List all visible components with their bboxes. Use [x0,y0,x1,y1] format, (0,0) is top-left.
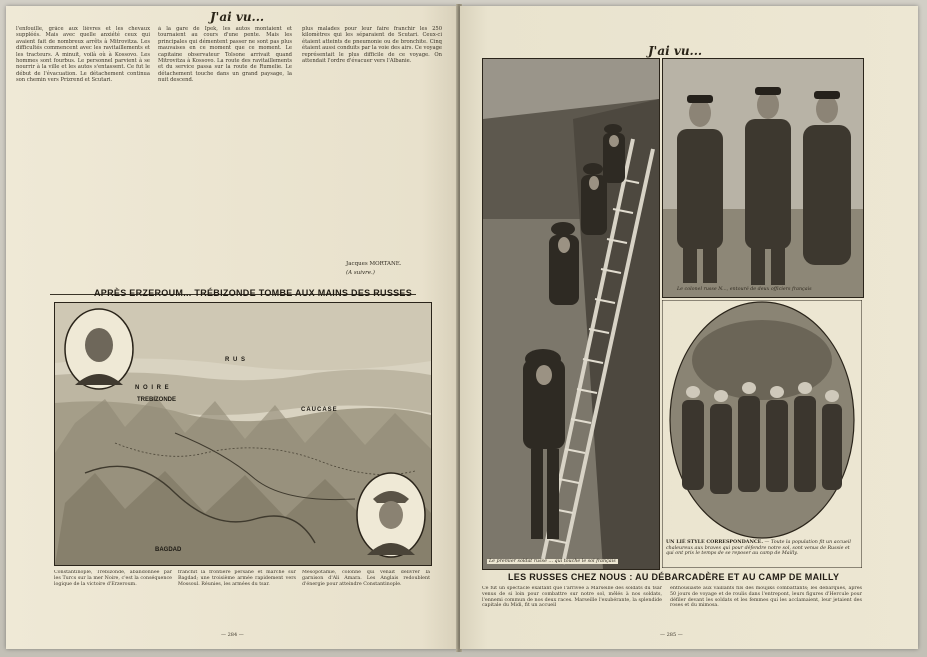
caption-camp-title: UN LIÉ STYLE CORRESPONDANCE. [666,539,764,545]
section-title: LES RUSSES CHEZ NOUS : AU DÉBARCADÈRE ET AU CAMP DE MAILLY [508,572,840,582]
map-illustration [54,302,432,566]
author-signature: Jacques MORTANE. [346,261,402,267]
caption-camp [666,540,858,557]
caption-camp-body: — Toute la population fit un accueil chaleureux aux braves qui pour défendre notre sol, sont venus de Russie et qui ont pris le temps de se reposer au camp de Mailly. [666,540,851,557]
photo-camp-image [662,300,862,568]
page-number: — 285 — [660,632,683,638]
map-label-mer-noire: N O I R E [135,385,170,391]
left-page [6,6,458,649]
photo-gangway-image [483,59,659,569]
photo-officers-image [663,59,863,297]
text-column-1: l'enfouille, grâce aux lièvres et les chevaux suppléés. Mais avec quelle anxiété ceux qui avaient fait de nombreux arrêts à Mitrovitza. Les difficultés commencent avec les ravitaillements et les tracteurs. A minuit, voilà où à Kossovo. Les hommes sont fourbus. Le personnel parvient à se nourrir à la ville et les autos s'entassent. Ce fut le début de l'évacuation. Le détachement continua son chemin vers Prizrend et Scutari. [16,26,150,84]
running-head: J'ai vu... [648,44,703,58]
photo-officers [662,58,864,298]
bottom-text-2: franchit la frontière persane et marche sur Bagdad; une troisième armée rapidement vers Mossoul. Réunies, les armées du tsar. [178,570,296,587]
photo-gangway [482,58,660,570]
bottom-text-right: enthousiaste aux vaillants fils des moujiks combattants; les débarqués, après 50 jours de voyage et de roulis dans l'entrepont, leurs figures d'Hercule pour défiler devant les soldats et les femmes qui les acclamaient, leur jetaient des roses et du mimosa. [670,586,862,609]
bottom-text-3: Mésopotamie, colonne qui venait délivrer la garnison d'Ali Amara. Les Anglais redoublent d'énergie pour atteindre Constantinople. [302,570,430,587]
photo-camp-frame [662,300,862,568]
caption-gangway: Le premier soldat russe ... qui touche le sol français [489,559,616,564]
map-label-trebizonde: TREBIZONDE [137,397,176,403]
text-column-3: plus malades pour leur faire franchir les 250 kilomètres qui les séparaient de Scutari. Ceux-ci étaient atteints de pneumonie ou de bronchite. Cinq étaient aussi conduits par la voie des airs. Ce voyage représentait le plus difficile de ce voyage. On attendait l'ordre d'évacuer vers l'Albanie. [302,26,442,65]
right-page [460,6,918,649]
map-drawing [55,303,431,565]
section-title: APRÈS ERZEROUM... TRÉBIZONDE TOMBE AUX MAINS DES RUSSES [94,288,413,298]
caption-officers: Le colonel russe N..., entouré de deux officiers français [677,287,812,292]
to-be-continued: (A suivre.) [346,270,375,276]
text-column-2: à la gare de Ipek, les autos montaient et tournaient au cours d'une pente. Mais les principales qui démentent passer ne sont pas plus mauvaises en ce moment que ce moment. Le capitaine observateur Tolsone arrivait quand Mitrovitza à Kossovo. La route des ravitaillements et du service passa sur la route de Rumelie. Le détachement touche dans un grand paysage, la nuit descend. [158,26,292,84]
map-label-caucase: CAUCASE [301,407,338,413]
map-label-russie: R U S [225,357,247,363]
bottom-text-1: Constantinople, Trébizonde, abandonnée par les Turcs sur la mer Noire, c'est la conséquence logique de la victoire d'Erzeroum. [54,570,172,587]
bottom-text-left: Ce fut un spectacle exaltant que l'arrivée à Marseille des soldats du tsar venus de si loin pour combattre sur notre sol, mêlés à nos soldats, l'ennemi commun de nos deux races. Marseille l'exubérante, la splendide capitale du Midi, fit un accueil [482,586,662,609]
running-head: J'ai vu... [210,10,265,24]
map-label-bagdad: BAGDAD [155,547,182,553]
page-number: — 284 — [221,632,244,638]
